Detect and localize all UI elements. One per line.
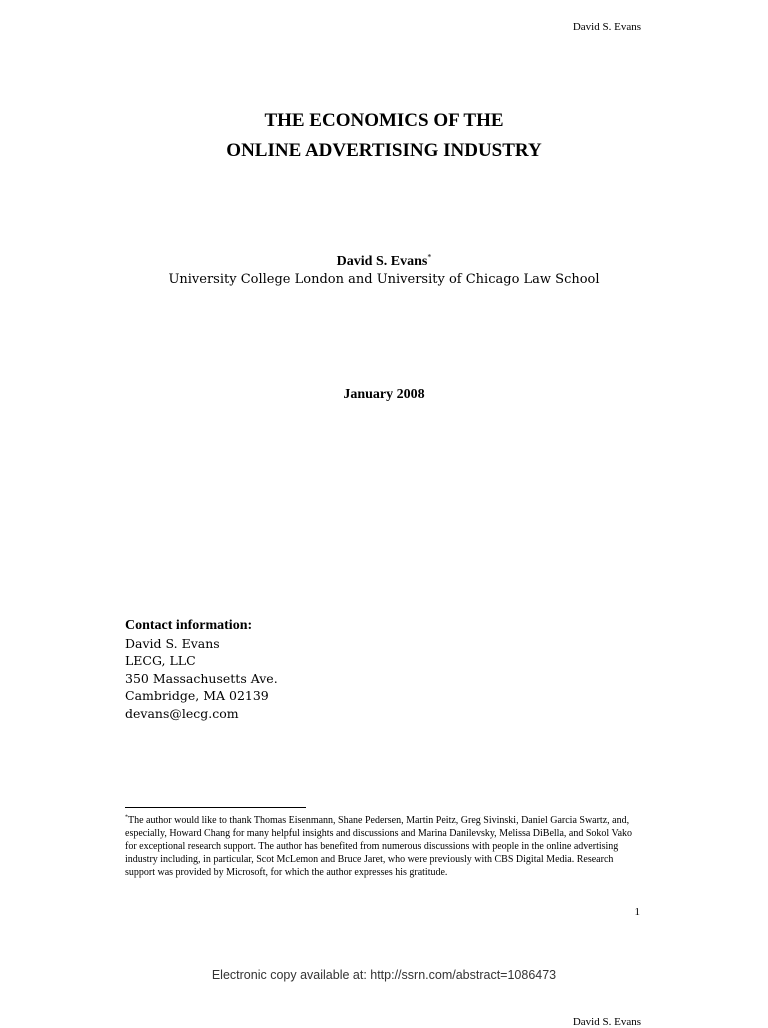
author-block (0, 254, 768, 270)
author-affiliation: University College London and University of Chicago Law School (168, 272, 600, 287)
publication-date: January 2008 (343, 387, 425, 402)
page-number: 1 (634, 906, 640, 918)
contact-name: David S. Evans (125, 635, 220, 651)
contact-heading: Contact information: (125, 618, 253, 633)
footnote (125, 814, 640, 879)
footnote-divider (125, 807, 306, 808)
footnote-mark: * (125, 814, 128, 821)
running-header: David S. Evans (572, 21, 641, 33)
contact-company: LECG, LLC (125, 653, 196, 668)
ssrn-notice[interactable]: Electronic copy available at: http://ssrn.com/abstract=1086473 (211, 968, 557, 982)
footnote-text: The author would like to thank Thomas Eisenmann, Shane Pedersen, Martin Peitz, Greg Sivinski, Daniel Garcia Swartz, and, especially, Howard Chang for many helpful insights and discussions and Marina Danilevsky, Melissa DiBella, and Sokol Vako for exceptional research support. The author has benefited from numerous discussions with people in the online advertising industry including, in particular, Scot McLemon and Bruce Jaret, who were previously with CBS Digital Media. Research support was provided by Microsoft, for which the author expresses his gratitude. (125, 815, 633, 878)
title-line-2: ONLINE ADVERTISING INDUSTRY (226, 140, 542, 161)
contact-city: Cambridge, MA 02139 (125, 688, 269, 703)
author-name: David S. Evans (336, 254, 428, 269)
author-footnote-mark: * (427, 252, 432, 262)
contact-street: 350 Massachusetts Ave. (125, 670, 278, 686)
contact-block (125, 617, 278, 722)
title-line-1: THE ECONOMICS OF THE (264, 110, 504, 131)
contact-email[interactable]: devans@lecg.com (125, 705, 239, 721)
next-page-header: David S. Evans (572, 1016, 641, 1028)
